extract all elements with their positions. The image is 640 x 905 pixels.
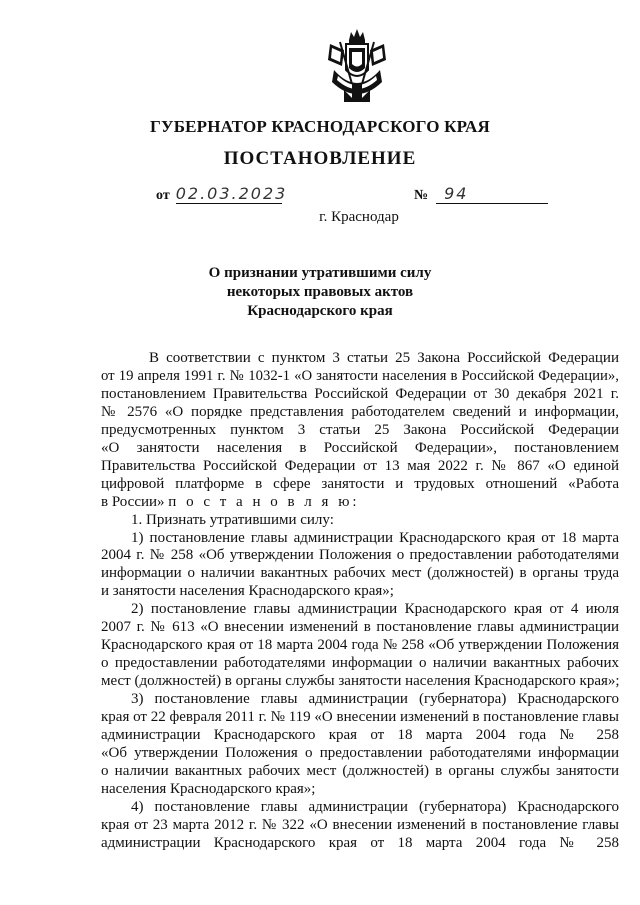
document-body: [101, 350, 619, 853]
body-line: информации о наличии вакантных рабочих мест (должностей) в органы труда: [101, 565, 619, 582]
document-title: [0, 264, 640, 321]
decree-verb: п о с т а н о в л я ю:: [168, 493, 360, 510]
body-line: постановлением Правительства Российской Федерации от 30 декабря 2021 г.: [101, 385, 619, 402]
body-line: Краснодарского края от 18 марта 2004 года № 258 «Об утверждении Положения: [101, 637, 619, 654]
number-value: 94: [436, 184, 548, 204]
body-line: № 2576 «О порядке представления работодателем сведений и информации,: [101, 403, 619, 420]
title-line: Краснодарского края: [247, 303, 393, 319]
body-line: цифровой платформе в сфере занятости и трудовых отношений «Работа: [101, 475, 619, 492]
city-line: г. Краснодар: [319, 209, 399, 225]
body-line: 4) постановление главы администрации (губернатора) Краснодарского: [131, 798, 619, 815]
body-line: края от 22 февраля 2011 г. № 119 «О внесении изменений в постановление главы: [101, 709, 619, 726]
body-line: «О занятости населения в Российской Федерации», постановлением: [101, 439, 619, 456]
organization-heading: ГУБЕРНАТОР КРАСНОДАРСКОГО КРАЯ: [150, 117, 490, 136]
body-line: «Об утверждении Положения о предоставлении работодателями информации: [101, 744, 619, 761]
body-line: предусмотренных пунктом 3 статьи 25 Закона Российской Федерации: [101, 421, 619, 438]
body-line: населения Краснодарского края»;: [101, 780, 316, 797]
body-line: 1) постановление главы администрации Краснодарского края от 18 марта: [131, 529, 619, 546]
date-value: 02.03.2023: [175, 184, 288, 203]
title-line: О признании утратившими силу: [208, 265, 432, 281]
body-line: 2) постановление главы администрации Краснодарского края от 4 июля: [131, 601, 619, 618]
body-line: 1. Признать утратившими силу:: [131, 511, 334, 528]
document-type-heading: ПОСТАНОВЛЕНИЕ: [223, 148, 417, 169]
body-line: Правительства Российской Федерации от 13 мая 2022 г. № 867 «О единой: [101, 457, 619, 474]
number-line: [414, 184, 548, 204]
body-line: 2007 г. № 613 «О внесении изменений в постановление главы администрации: [101, 619, 619, 636]
body-line: [101, 494, 619, 512]
title-line: некоторых правовых актов: [226, 284, 414, 300]
body-line: 2004 г. № 258 «Об утверждении Положения о предоставлении работодателями: [101, 547, 619, 564]
body-line: и занятости населения Краснодарского края»;: [101, 583, 394, 600]
date-line: [156, 184, 288, 204]
coat-of-arms-emblem: [322, 26, 392, 104]
body-line: о наличии вакантных рабочих мест (должностей) в органы службы занятости: [101, 762, 619, 779]
number-label: №: [414, 188, 429, 203]
body-line: 3) постановление главы администрации (губернатора) Краснодарского: [131, 691, 619, 708]
body-line: В соответствии с пунктом 3 статьи 25 Закона Российской Федерации: [149, 350, 619, 366]
body-line: края от 23 марта 2012 г. № 322 «О внесении изменений в постановление главы: [101, 816, 619, 833]
body-line-start: в России»: [101, 493, 165, 510]
date-label: от: [156, 188, 170, 203]
body-line: от 19 апреля 1991 г. № 1032-1 «О занятости населения в Российской Федерации»,: [101, 367, 619, 384]
body-line: мест (должностей) в органы службы занятости населения Краснодарского края»;: [101, 673, 620, 690]
body-line: о предоставлении работодателями информации о наличии вакантных рабочих: [101, 655, 619, 672]
body-line: администрации Краснодарского края от 18 марта 2004 года № 258: [101, 834, 619, 851]
body-line: администрации Краснодарского края от 18 марта 2004 года № 258: [101, 727, 619, 744]
